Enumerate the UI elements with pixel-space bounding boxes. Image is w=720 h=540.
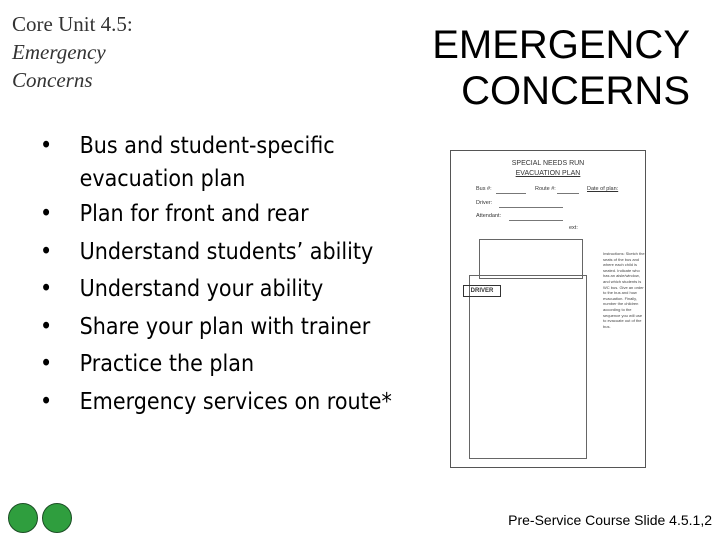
form-date-label: Date of plan: <box>587 186 619 192</box>
slide-title-line2: CONCERNS <box>461 69 690 113</box>
form-route-line <box>557 193 579 194</box>
footer-slide-reference: Pre-Service Course Slide 4.5.1,2 <box>508 512 712 528</box>
form-heading-line2: EVACUATION PLAN <box>515 170 581 177</box>
bullet-item: • Understand students’ ability <box>40 234 409 272</box>
bullet-item: • Share your plan with trainer <box>40 309 409 347</box>
form-front-box <box>479 239 583 279</box>
unit-number: Core Unit 4.5: <box>12 12 133 36</box>
unit-heading <box>12 10 133 94</box>
form-heading-line1: SPECIAL NEEDS RUN <box>511 160 585 167</box>
form-attendant-label: Attendant: <box>476 213 502 219</box>
form-driver-line <box>499 207 563 208</box>
bullet-item: • Emergency services on route* <box>40 384 409 422</box>
form-bus-label: Bus #: <box>476 186 492 192</box>
green-circle-icon <box>8 503 38 533</box>
bullet-item: • Plan for front and rear <box>40 196 409 234</box>
bullet-list <box>40 130 409 421</box>
form-driver-box: DRIVER <box>463 285 501 297</box>
form-ext-label: ext: <box>569 225 578 231</box>
form-heading <box>451 159 645 179</box>
bullet-item: • Bus and student-specific evacuation plan <box>40 130 409 196</box>
form-bus-line <box>496 193 526 194</box>
form-attendant-line <box>509 220 563 221</box>
bullet-item: • Practice the plan <box>40 346 409 384</box>
slide-title-line1: EMERGENCY <box>432 23 690 67</box>
form-instructions: Instructions: Sketch the seats of the bus and where each child is seated. Indicate who has an aisle/window, and which students is WC bus. Give an order to the bus and how evacuation. Finally, number the children according to the sequence you will use to evacuate out of the bus. <box>603 251 645 329</box>
green-circle-icon <box>42 503 72 533</box>
unit-topic-line1: Emergency <box>12 40 106 64</box>
form-driver-label: Driver: <box>476 200 493 206</box>
unit-topic-line2: Concerns <box>12 68 93 92</box>
bullet-item: • Understand your ability <box>40 271 409 309</box>
form-route-label: Route #: <box>535 186 556 192</box>
form-bus-diagram-box <box>469 275 587 459</box>
slide-title <box>432 22 690 114</box>
evacuation-plan-form-image <box>450 150 646 468</box>
